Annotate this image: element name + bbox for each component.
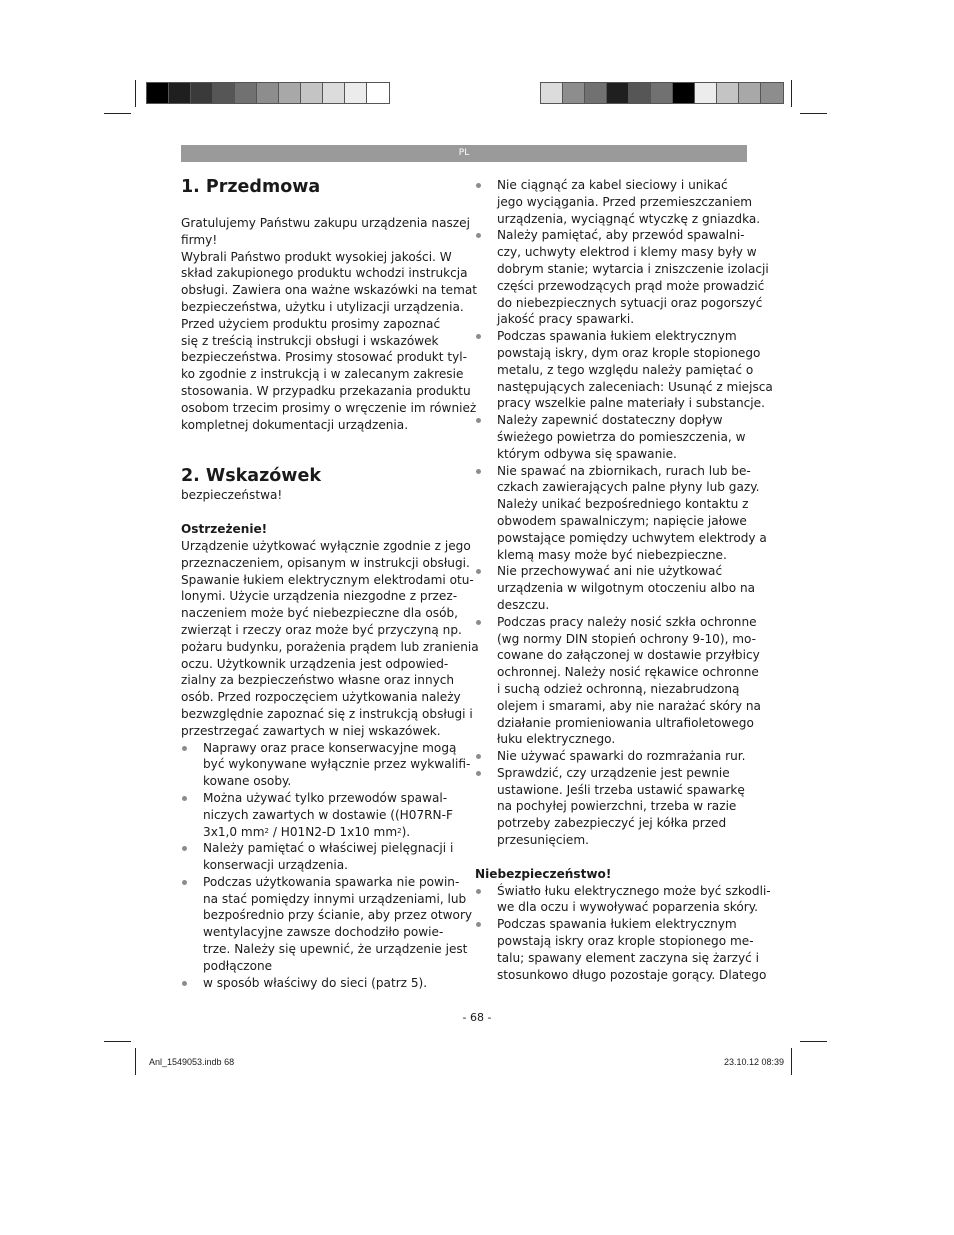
- list-item: Światło łuku elektrycznego może być szkodli- we dla oczu i wywoływać poparzenia skóry.: [475, 883, 750, 917]
- list-item: w sposób właściwy do sieci (patrz 5).: [181, 975, 454, 992]
- color-swatch: [607, 83, 629, 103]
- list-item: Podczas użytkowania spawarka nie powin- na stać pomiędzy innymi urządzeniami, lub bezpośrednio przy ścianie, aby przez otwory wentylacyjne zawsze dochodziło powie- trze. Należy się upewnić, że urządzenie jest podłączone: [181, 874, 454, 975]
- color-swatch: [585, 83, 607, 103]
- list-item: Podczas spawania łukiem elektrycznym powstają iskry oraz krople stopionego me- talu; spawany element zaczyna się żarzyć i stosunkowo długo pozostaje gorący. Dlatego: [475, 916, 750, 983]
- bullet-icon: [182, 981, 187, 986]
- warning-bullet-list: [181, 740, 473, 992]
- crop-mark: [104, 1041, 131, 1042]
- bullet-icon: [476, 889, 481, 894]
- list-item: Nie używać spawarki do rozmrażania rur.: [475, 748, 750, 765]
- language-header-bar: [181, 145, 747, 162]
- section-title-safety: 2. Wskazówek: [181, 466, 321, 487]
- footer-datetime: 23.10.12 08:39: [723, 1057, 784, 1067]
- color-swatch: [717, 83, 739, 103]
- bullet-icon: [476, 922, 481, 927]
- bullet-icon: [476, 569, 481, 574]
- color-swatch: [651, 83, 673, 103]
- list-item: Należy zapewnić dostateczny dopływ świeżego powietrza do pomieszczenia, w którym odbywa się spawanie.: [475, 412, 750, 462]
- color-swatch: [147, 83, 169, 103]
- color-swatch: [213, 83, 235, 103]
- warning-paragraph: Urządzenie użytkować wyłącznie zgodnie z jego przeznaczeniem, opisanym w instrukcji obsługi. Spawanie łukiem elektrycznym elektrodami otu- lonymi. Użycie urządzenia niezgodne z przez- naczeniem może być niebezpieczne dla osób, zwierząt i rzeczy oraz może być przyczyną np. pożaru budynku, porażenia prądem lub zranienia oczu. Użytkownik urządzenia jest odpowied- zialny za bezpieczeństwo własne oraz innych osób. Przed rozpoczęciem użytkowania należy bezwzględnie zapoznać się z instrukcją obsługi i przestrzegać zawartych w niej wskazówek.: [181, 538, 479, 738]
- footer-file-name: Anl_1549053.indb 68: [149, 1057, 235, 1067]
- crop-mark: [104, 113, 131, 114]
- color-swatch: [739, 83, 761, 103]
- color-swatch: [367, 83, 389, 103]
- bullet-icon: [476, 334, 481, 339]
- color-swatch: [563, 83, 585, 103]
- color-swatch: [629, 83, 651, 103]
- section-title-foreword: 1. Przedmowa: [181, 177, 321, 197]
- crop-mark: [800, 1041, 827, 1042]
- left-column: [181, 175, 479, 991]
- bullet-icon: [476, 183, 481, 188]
- list-item: Należy pamiętać o właściwej pielęgnacji i konserwacji urządzenia.: [181, 840, 454, 874]
- language-code: PL: [458, 148, 470, 158]
- bullet-icon: [476, 754, 481, 759]
- bullet-icon: [476, 620, 481, 625]
- bullet-icon: [182, 796, 187, 801]
- color-swatch: [169, 83, 191, 103]
- right-column: [475, 177, 773, 983]
- foreword-paragraph: Gratulujemy Państwu zakupu urządzenia naszej firmy! Wybrali Państwo produkt wysokiej jakości. W skład zakupionego produktu wchodzi instrukcja obsługi. Zawiera ona ważne wskazówki na temat bezpieczeństwa, użytku i utylizacji urządzenia. Przed użyciem produktu prosimy zapoznać się z treścią instrukcji obsługi i wskazówek bezpieczeństwa. Prosimy stosować produkt tyl- ko zgodnie z instrukcją i w zalecanym zakresie stosowania. W przypadku przekazania produktu osobom trzecim prosimy o wręczenie im również kompletnej dokumentacji urządzenia.: [181, 216, 478, 432]
- crop-mark: [800, 113, 827, 114]
- list-item: Nie spawać na zbiornikach, rurach lub be- czkach zawierających palne płyny lub gazy. Należy unikać bezpośredniego kontaktu z obwodem spawalniczym; napięcie jałowe powstające pomiędzy uchwytem elektrody a klemą masy może być niebezpieczne.: [475, 463, 750, 564]
- color-swatch: [761, 83, 783, 103]
- bullet-icon: [476, 469, 481, 474]
- danger-label: Niebezpieczeństwo!: [475, 866, 612, 881]
- color-swatch: [257, 83, 279, 103]
- list-item: Nie ciągnąć za kabel sieciowy i unikać jego wyciągania. Przed przemieszczaniem urządzenia, wyciągnąć wtyczkę z gniazdka.: [475, 177, 750, 227]
- bullet-icon: [182, 880, 187, 885]
- section-subtitle-safety: bezpieczeństwa!: [181, 488, 283, 503]
- bullet-icon: [182, 746, 187, 751]
- list-item: Sprawdzić, czy urządzenie jest pewnie ustawione. Jeśli trzeba ustawić spawarkę na pochyłej powierzchni, trzeba w razie potrzeby zabezpieczyć jej kółka przed przesunięciem.: [475, 765, 750, 849]
- list-item: Nie przechowywać ani nie użytkować urządzenia w wilgotnym otoczeniu albo na deszczu.: [475, 563, 750, 613]
- color-swatch: [279, 83, 301, 103]
- bullet-icon: [476, 233, 481, 238]
- crop-mark: [791, 80, 792, 107]
- crop-mark: [135, 80, 136, 107]
- color-swatch: [235, 83, 257, 103]
- bullet-icon: [476, 418, 481, 423]
- page-number: - 68 -: [462, 1011, 492, 1024]
- color-swatch: [323, 83, 345, 103]
- crop-mark: [135, 1048, 136, 1075]
- color-swatch: [301, 83, 323, 103]
- list-item: Podczas pracy należy nosić szkła ochronne (wg normy DIN stopień ochrony 9-10), mo- cowane do załączonej w dostawie przyłbicy ochronnej. Należy nosić rękawice ochronne i suchą odzież ochronną, niezabrudzoną olejem i smarami, aby nie narażać skóry na działanie promieniowania ultrafioletowego łuku elektrycznego.: [475, 614, 750, 748]
- bullet-icon: [182, 846, 187, 851]
- color-swatch: [345, 83, 367, 103]
- color-calibration-bar-right: [540, 82, 784, 104]
- color-swatch: [673, 83, 695, 103]
- list-item: Podczas spawania łukiem elektrycznym powstają iskry, dym oraz krople stopionego metalu, z tego względu należy pamiętać o następujących zaleceniach: Usunąć z miejsca pracy wszelkie palne materiały i substancje.: [475, 328, 750, 412]
- list-item: Naprawy oraz prace konserwacyjne mogą być wykonywane wyłącznie przez wykwalifi- kowane osoby.: [181, 740, 454, 790]
- safety-bullet-list: [475, 177, 773, 849]
- crop-mark: [791, 1048, 792, 1075]
- list-item: Należy pamiętać, aby przewód spawalni- czy, uchwyty elektrod i klemy masy były w dobrym stanie; wytarcia i zniszczenie izolacji części przewodzących prąd może prowadzić do niebezpiecznych sytuacji oraz pogorszyć jakość pracy spawarki.: [475, 227, 750, 328]
- color-swatch: [695, 83, 717, 103]
- color-calibration-bar-left: [146, 82, 390, 104]
- bullet-icon: [476, 771, 481, 776]
- danger-bullet-list: [475, 883, 771, 984]
- warning-label: Ostrzeżenie!: [181, 522, 268, 537]
- color-swatch: [541, 83, 563, 103]
- color-swatch: [191, 83, 213, 103]
- list-item: Można używać tylko przewodów spawal- niczych zawartych w dostawie ((H07RN-F 3x1,0 $mm^2 / H01N2-D$ 1x10 $mm^2$).: [181, 790, 454, 840]
